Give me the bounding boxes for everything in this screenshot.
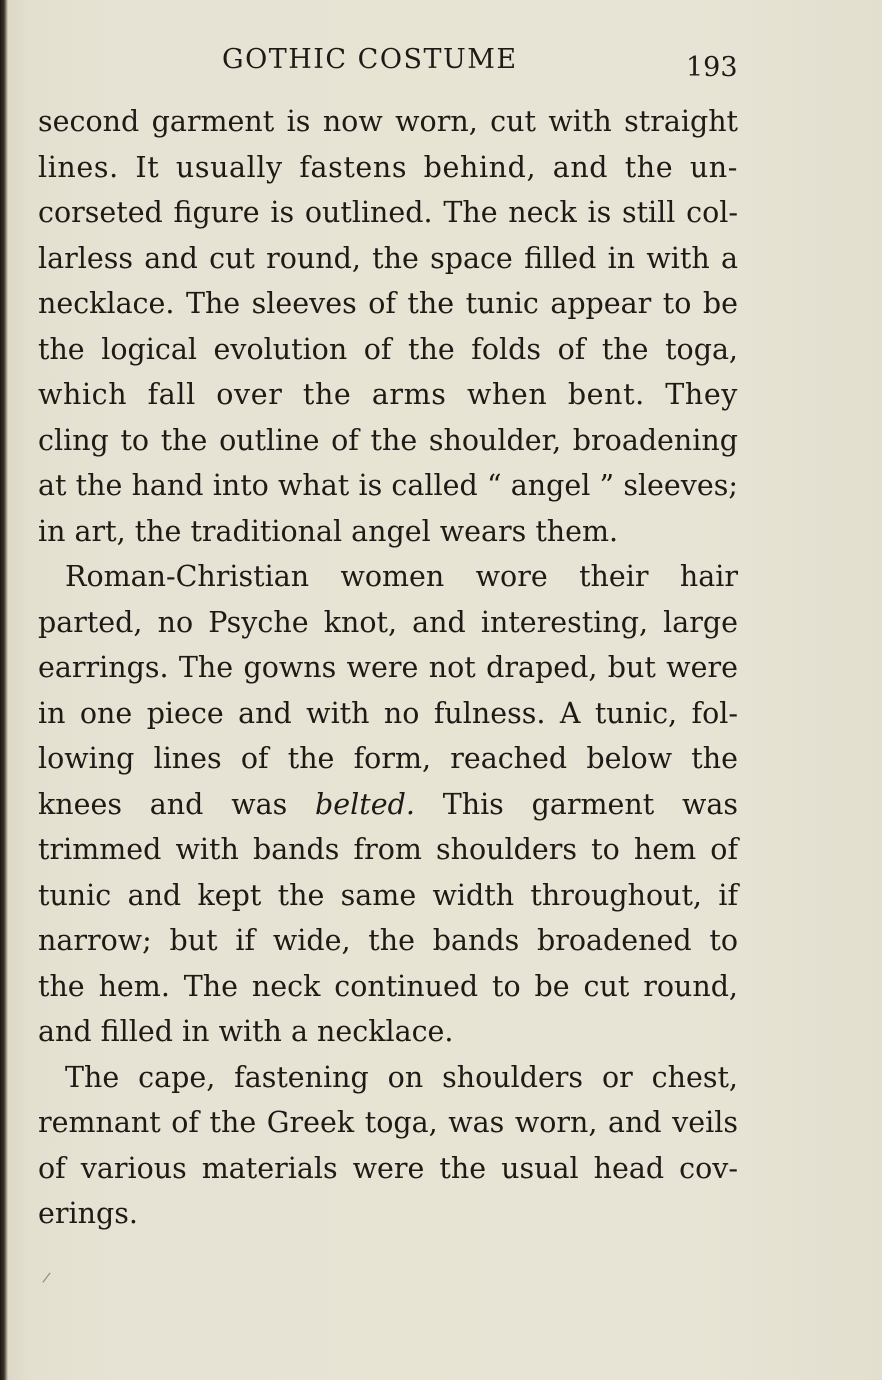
text-line: erings. [38, 1197, 138, 1230]
text-line: cling to the outline of the shoulder, broadening [38, 423, 738, 457]
text-line: in art, the traditional angel wears them. [38, 514, 619, 548]
text-line: lines. It usually fastens behind, and the un- [38, 150, 738, 184]
text-line: remnant of the Greek toga, was worn, and veils [38, 1106, 738, 1139]
paragraph-1 [38, 99, 738, 554]
text-line: tunic and kept the same width throughout, if [38, 878, 738, 912]
text-line: The cape, fastening on shoulders or chest, [65, 1060, 738, 1094]
page-number: 193 [686, 52, 738, 83]
text-line-with-italic [38, 782, 738, 828]
text-line: of various materials were the usual head cov- [38, 1151, 738, 1185]
text-segment: This garment was [442, 787, 738, 821]
running-head: GOTHIC COSTUME [222, 44, 518, 75]
text-line: second garment is now worn, cut with straight [38, 105, 738, 138]
text-line: narrow; but if wide, the bands broadened to [38, 924, 738, 957]
text-line: trimmed with bands from shoulders to hem of [38, 833, 738, 866]
spine-shadow [0, 0, 8, 1380]
text-line: larless and cut round, the space filled in with a [38, 241, 738, 275]
paragraph-3 [38, 1055, 738, 1237]
text-line: earrings. The gowns were not draped, but were [38, 651, 738, 684]
text-line: Roman-Christian women wore their hair [65, 560, 738, 593]
paragraph-2 [38, 554, 738, 1055]
text-line: parted, no Psyche knot, and interesting, large [38, 605, 738, 639]
text-line: at the hand into what is called “ angel ” sleeves; [38, 469, 738, 502]
text-line: the hem. The neck continued to be cut round, [38, 969, 738, 1003]
body-text [38, 99, 738, 1237]
text-line: and filled in with a necklace. [38, 1015, 454, 1048]
stray-pencil-mark: / [41, 1269, 52, 1287]
text-line: necklace. The sleeves of the tunic appear to be [38, 287, 738, 320]
italic-word: belted. [315, 787, 415, 821]
text-line: lowing lines of the form, reached below the [38, 742, 738, 775]
text-line: which fall over the arms when bent. They [38, 378, 738, 411]
text-line: in one piece and with no fulness. A tunic, fol- [38, 696, 738, 730]
text-segment: knees and was [38, 787, 288, 821]
text-line: the logical evolution of the folds of the toga, [38, 332, 738, 366]
text-line: corseted figure is outlined. The neck is still col- [38, 196, 738, 229]
